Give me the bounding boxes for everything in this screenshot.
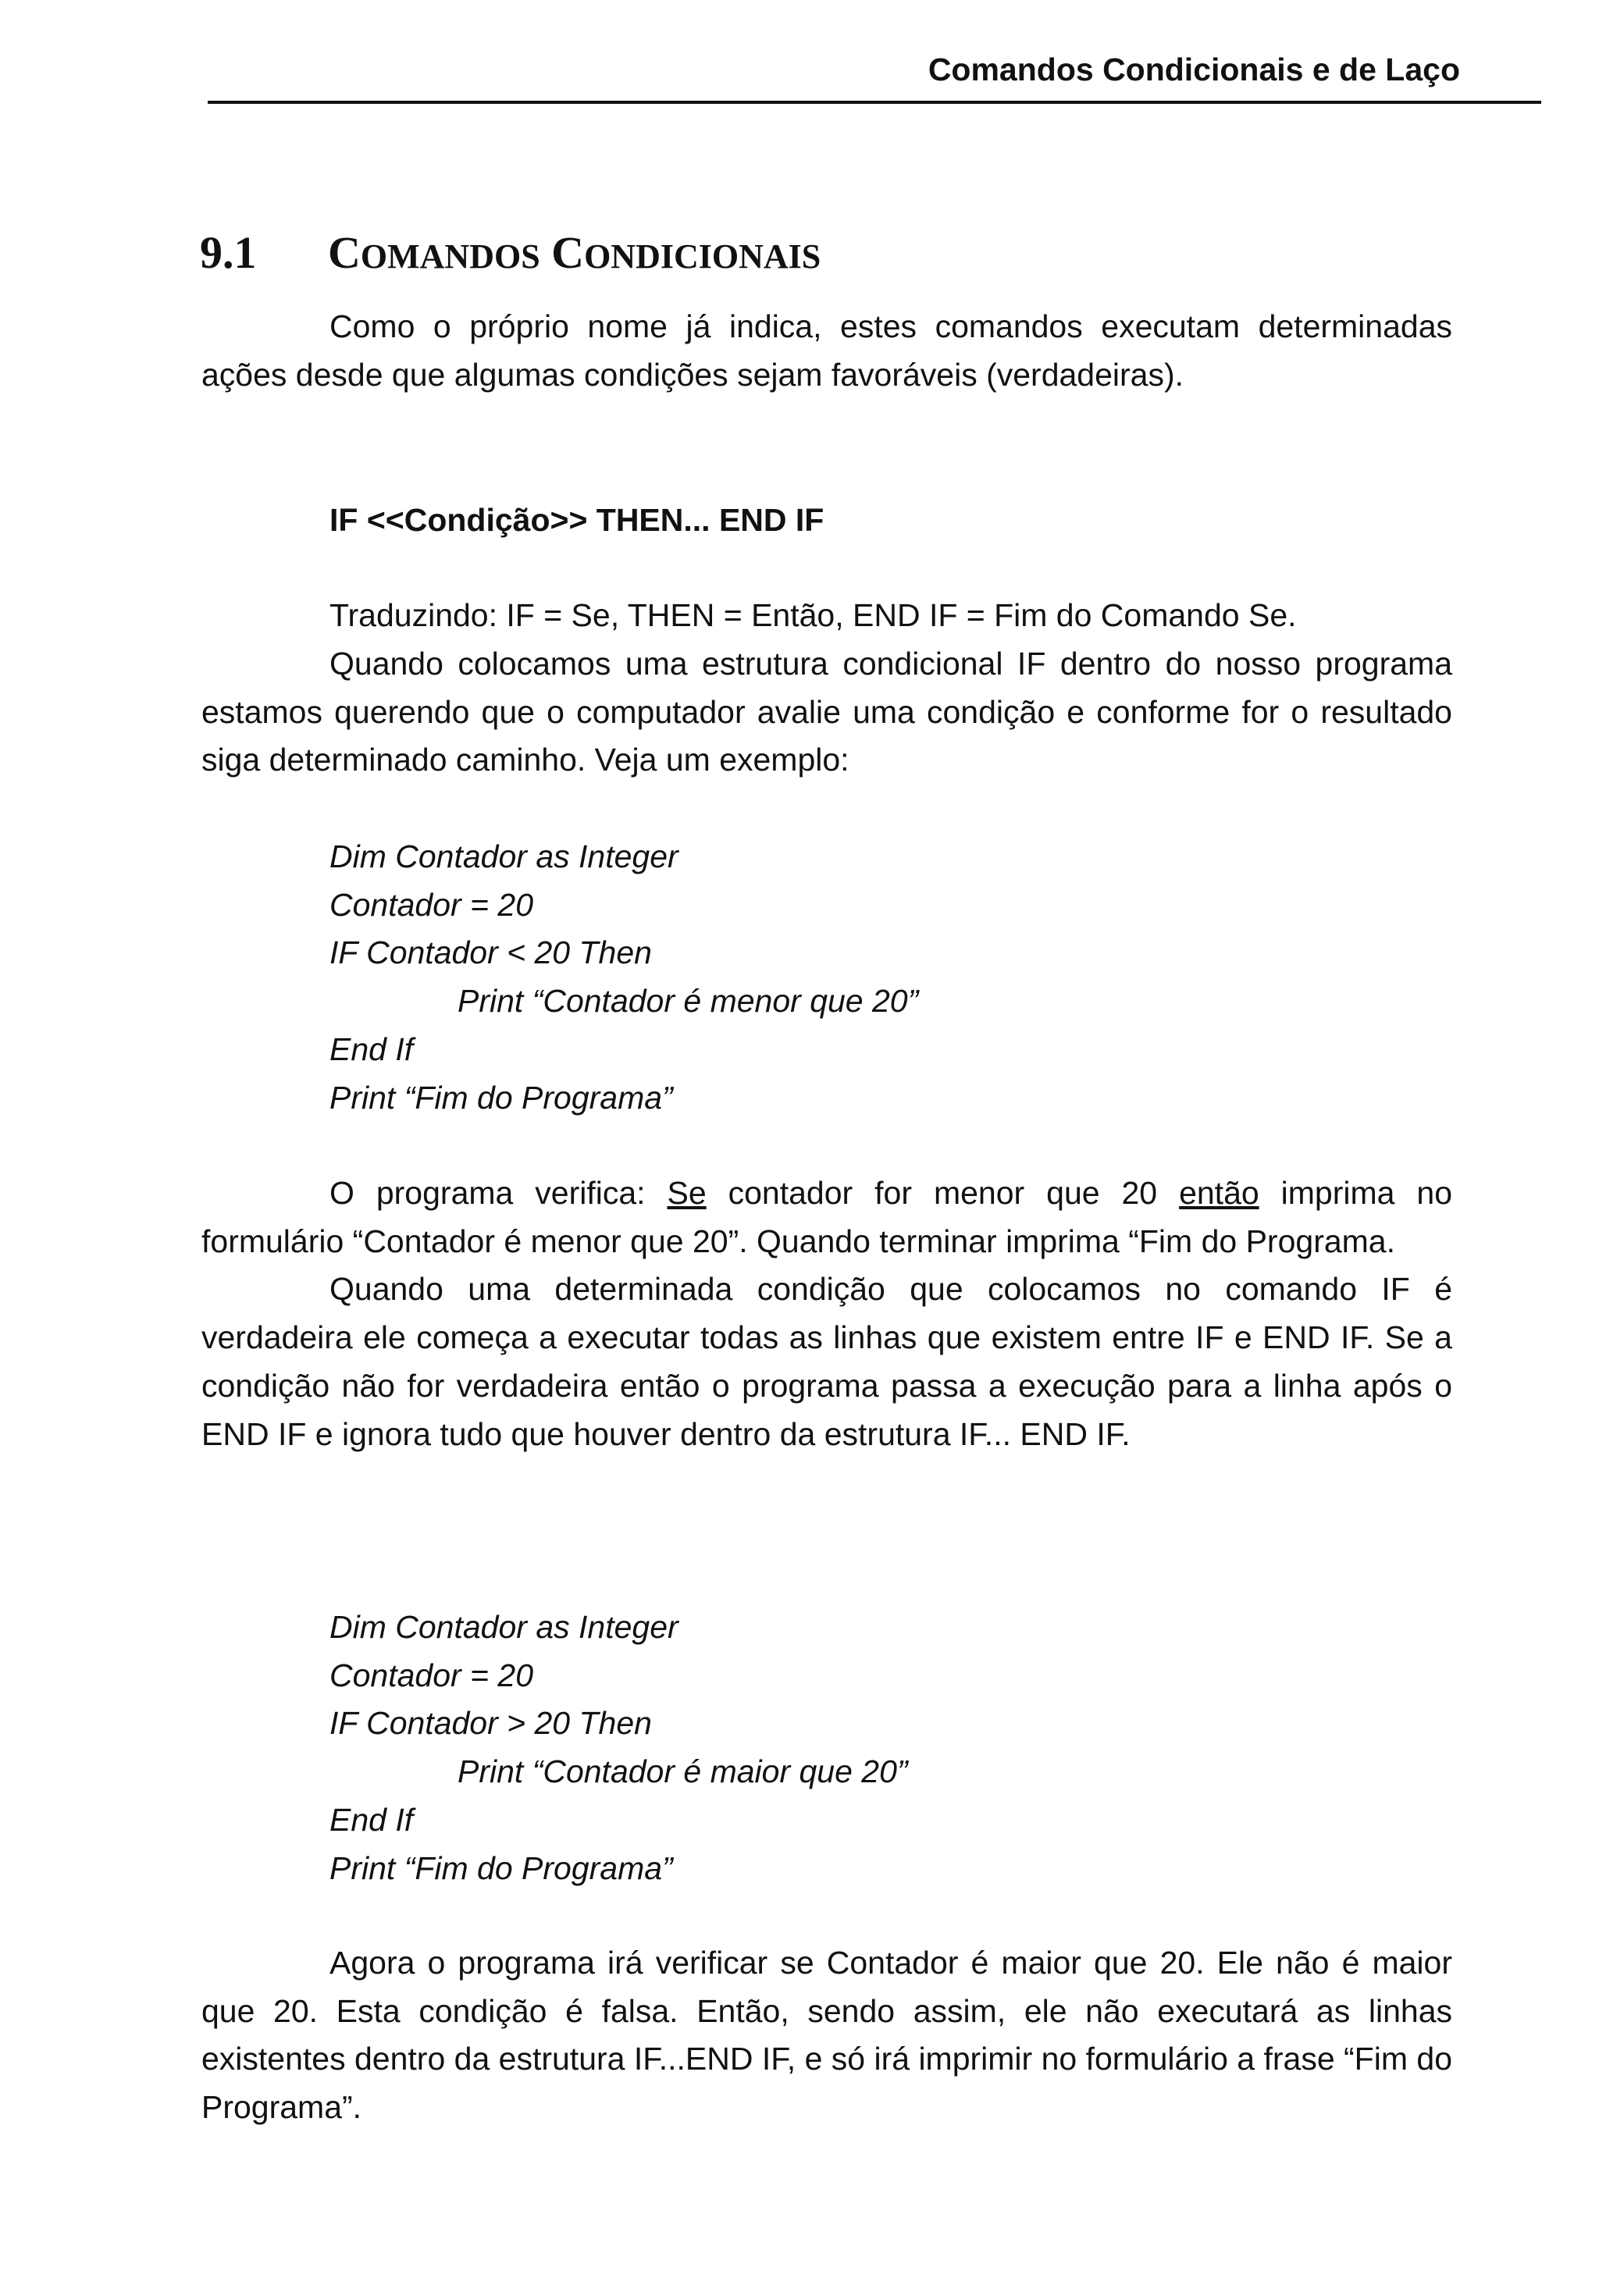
- verify-text-1: O programa verifica:: [329, 1175, 668, 1211]
- code-line: Contador = 20: [329, 886, 533, 923]
- verify-paragraph-text: [201, 1169, 1452, 1265]
- code-line: IF Contador < 20 Then: [329, 934, 652, 971]
- explain-paragraph-text: Quando colocamos uma estrutura condicional IF dentro do nosso programa estamos querendo que o computador avalie uma condição e conforme for o resultado siga determinado caminho. Veja um exemplo:: [201, 646, 1452, 778]
- code-example-2: [329, 1604, 908, 1892]
- code-line: End If: [329, 1801, 414, 1838]
- syntax-line: IF <<Condição>> THEN... END IF: [329, 502, 824, 538]
- section-title-rest-1: OMANDOS: [360, 237, 540, 276]
- underlined-se: Se: [667, 1175, 707, 1211]
- verify-text-3: imprima no formulário “Contador é menor que 20”. Quando terminar imprima “Fim do Programa.: [201, 1175, 1452, 1259]
- section-heading: [200, 226, 821, 279]
- code-line: Print “Fim do Programa”: [329, 1849, 673, 1886]
- translation-line: Traduzindo: IF = Se, THEN = Então, END IF = Fim do Comando Se.: [329, 597, 1297, 633]
- verify-text-2: contador for menor que 20: [706, 1175, 1180, 1211]
- header-rule: [208, 101, 1541, 104]
- running-header: Comandos Condicionais e de Laço: [928, 52, 1460, 87]
- section-number: 9.1: [200, 227, 257, 278]
- final-paragraph-text: Agora o programa irá verificar se Contador é maior que 20. Ele não é maior que 20. Esta condição é falsa. Então, sendo assim, ele não executará as linhas existentes dentro da estrutura IF...END IF, e só irá imprimir no formulário a frase “Fim do Programa”.: [201, 1945, 1452, 2126]
- explain-paragraph: [201, 640, 1452, 785]
- verify-paragraph: [201, 1169, 1452, 1458]
- code-line: Print “Contador é maior que 20”: [458, 1753, 908, 1790]
- section-title-cap-1: C: [328, 227, 361, 278]
- section-title: [328, 226, 821, 279]
- code-line: Dim Contador as Integer: [329, 838, 678, 874]
- condition-paragraph-text: Quando uma determinada condição que colocamos no comando IF é verdadeira ele começa a executar todas as linhas que existem entre IF e END IF. Se a condição não for verdadeira então o programa passa a execução para a linha após o END IF e ignora tudo que houver dentro da estrutura IF... END IF.: [201, 1271, 1452, 1452]
- underlined-entao: então: [1179, 1175, 1259, 1211]
- code-line: IF Contador > 20 Then: [329, 1705, 652, 1742]
- code-line: End If: [329, 1031, 414, 1067]
- code-line: Print “Contador é menor que 20”: [458, 983, 919, 1020]
- final-paragraph: [201, 1939, 1452, 2132]
- intro-paragraph-text: Como o próprio nome já indica, estes comandos executam determinadas ações desde que algumas condições sejam favoráveis (verdadeiras).: [201, 308, 1452, 393]
- intro-paragraph: [201, 303, 1452, 399]
- code-line: Print “Fim do Programa”: [329, 1079, 673, 1116]
- code-line: Dim Contador as Integer: [329, 1609, 678, 1645]
- section-title-cap-2: C: [551, 227, 585, 278]
- section-title-rest-2: ONDICIONAIS: [584, 237, 821, 276]
- code-line: Contador = 20: [329, 1657, 533, 1693]
- code-example-1: [329, 833, 918, 1122]
